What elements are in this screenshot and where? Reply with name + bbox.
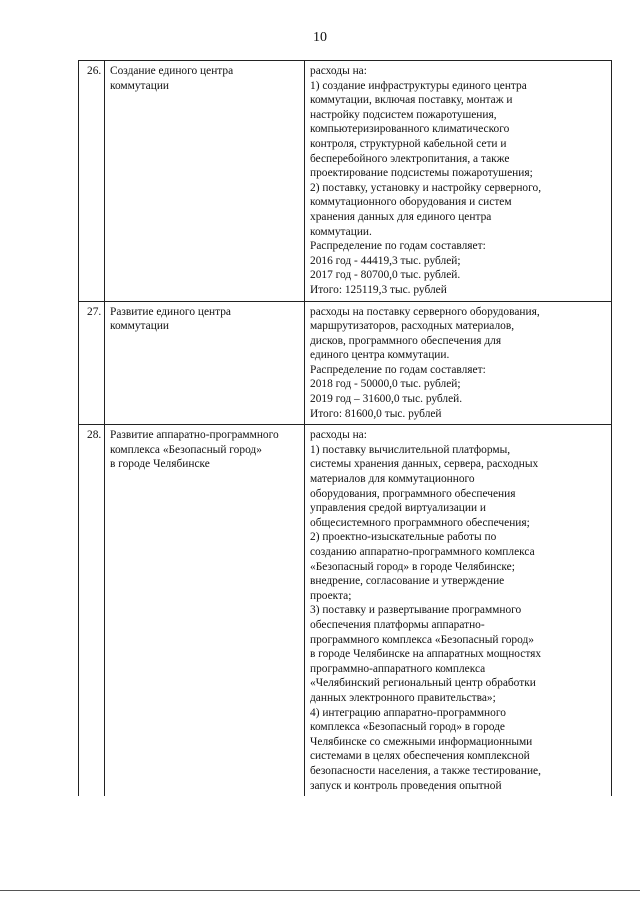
measure-description-line: запуск и контроль проведения опытной bbox=[310, 779, 502, 792]
measure-description-line: системами в целях обеспечения комплексной bbox=[310, 750, 530, 763]
measure-description-line: оборудования, программного обеспечения bbox=[310, 487, 516, 500]
measure-description-line: 2018 год - 50000,0 тыс. рублей; bbox=[310, 378, 461, 391]
row-number-cell: 26. bbox=[79, 61, 105, 302]
measure-description-line: 2017 год - 80700,0 тыс. рублей. bbox=[310, 269, 461, 282]
measure-description-line: программно-аппаратного комплекса bbox=[310, 662, 486, 675]
table-row bbox=[79, 61, 612, 302]
measure-description-line: 2) поставку, установку и настройку серверного, bbox=[310, 181, 542, 194]
measure-description-line: 2019 год – 31600,0 тыс. рублей. bbox=[310, 393, 463, 406]
measure-description-line: системы хранения данных, сервера, расходных bbox=[310, 458, 539, 471]
measure-description-line: в городе Челябинске на аппаратных мощностях bbox=[310, 648, 542, 661]
measure-description-line: контроля, структурной кабельной сети и bbox=[310, 137, 507, 150]
measure-name-line: Развитие аппаратно-программного bbox=[110, 429, 279, 442]
measure-description-line: компьютеризированного климатического bbox=[310, 123, 510, 136]
measure-description-line: «Челябинский региональный центр обработки bbox=[310, 677, 536, 690]
measure-description-line: 2016 год - 44419,3 тыс. рублей; bbox=[310, 254, 461, 267]
measure-description-line: 3) поставку и развертывание программного bbox=[310, 604, 522, 617]
measure-description-line: дисков, программного обеспечения для bbox=[310, 334, 502, 347]
row-number-cell: 27. bbox=[79, 301, 105, 425]
measure-name-line: коммутации bbox=[110, 79, 170, 92]
measure-name-line: комплекса «Безопасный город» bbox=[110, 443, 262, 456]
measure-description-line: общесистемного программного обеспечения; bbox=[310, 516, 530, 529]
measure-description-line: расходы на поставку серверного оборудования, bbox=[310, 305, 540, 318]
measure-name-cell bbox=[105, 301, 305, 425]
measure-description-line: материалов для коммутационного bbox=[310, 473, 475, 486]
measure-description-line: 4) интеграцию аппаратно-программного bbox=[310, 706, 506, 719]
measure-name-line: Создание единого центра bbox=[110, 65, 234, 77]
measure-description-line: обеспечения платформы аппаратно- bbox=[310, 618, 485, 631]
measure-name-cell bbox=[105, 425, 305, 796]
measure-description-line: 1) создание инфраструктуры единого центра bbox=[310, 79, 527, 92]
measure-description-line: коммутации. bbox=[310, 225, 372, 238]
measure-description-line: проектирование подсистемы пожаротушения; bbox=[310, 167, 533, 180]
measure-description-cell bbox=[305, 61, 612, 302]
measure-description-line: расходы на: bbox=[310, 429, 367, 442]
measures-table bbox=[78, 60, 612, 796]
measure-description-line: бесперебойного электропитания, а также bbox=[310, 152, 510, 165]
measure-description-line: данных электронного правительства»; bbox=[310, 691, 496, 704]
measure-description-line: комплекса «Безопасный город» в городе bbox=[310, 721, 505, 734]
measure-description-line: коммутации, включая поставку, монтаж и bbox=[310, 94, 513, 107]
measure-description-line: Распределение по годам составляет: bbox=[310, 363, 486, 376]
measure-description-line: Итого: 81600,0 тыс. рублей bbox=[310, 407, 442, 420]
page-number: 10 bbox=[313, 30, 327, 45]
measure-name-line: коммутации bbox=[110, 320, 170, 333]
measure-description-line: «Безопасный город» в городе Челябинске; bbox=[310, 560, 515, 573]
measure-description-line: расходы на: bbox=[310, 65, 367, 77]
measure-description-line: безопасности населения, а также тестирование, bbox=[310, 764, 541, 777]
measure-description-line: управления средой виртуализации и bbox=[310, 502, 486, 515]
page-bottom-rule bbox=[0, 890, 640, 891]
measure-description-line: Итого: 125119,3 тыс. рублей bbox=[310, 283, 447, 296]
measure-name-line: в городе Челябинске bbox=[110, 458, 210, 471]
measure-description-line: маршрутизаторов, расходных материалов, bbox=[310, 320, 515, 333]
measure-description-cell bbox=[305, 301, 612, 425]
measure-description-line: 1) поставку вычислительной платформы, bbox=[310, 443, 511, 456]
measure-description-line: программного комплекса «Безопасный город» bbox=[310, 633, 534, 646]
measure-description-line: единого центра коммутации. bbox=[310, 349, 450, 362]
measure-description-line: 2) проектно-изыскательные работы по bbox=[310, 531, 497, 544]
measure-description-line: настройку подсистем пожаротушения, bbox=[310, 108, 497, 121]
measure-description-line: внедрение, согласование и утверждение bbox=[310, 575, 505, 588]
measure-description-cell bbox=[305, 425, 612, 796]
measure-description-line: созданию аппаратно-программного комплекса bbox=[310, 546, 535, 558]
measure-description-line: Распределение по годам составляет: bbox=[310, 240, 486, 253]
row-number-cell: 28. bbox=[79, 425, 105, 796]
measure-description-line: хранения данных для единого центра bbox=[310, 210, 492, 223]
measure-name-line: Развитие единого центра bbox=[110, 305, 231, 318]
measure-description-line: коммутационного оборудования и систем bbox=[310, 196, 512, 209]
table-row bbox=[79, 425, 612, 796]
measure-description-line: Челябинске со смежными информационными bbox=[310, 735, 533, 748]
measure-name-cell bbox=[105, 61, 305, 302]
measure-description-line: проекта; bbox=[310, 589, 352, 602]
table-row bbox=[79, 301, 612, 425]
